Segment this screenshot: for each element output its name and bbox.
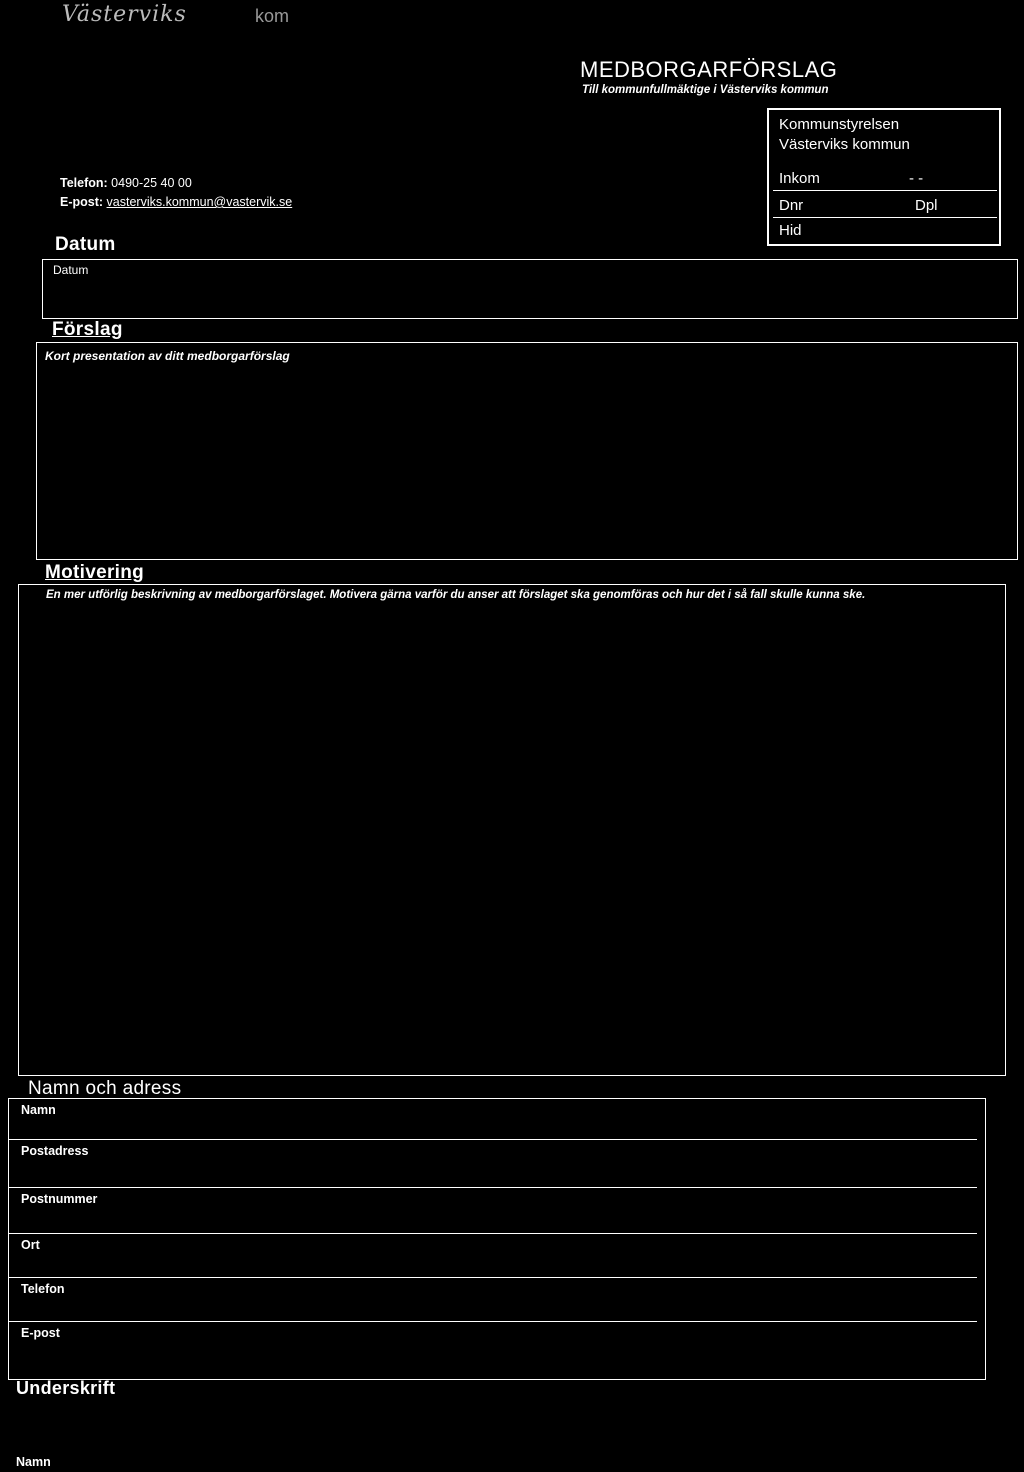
address-field-postnummer[interactable]	[9, 1187, 977, 1233]
address-box	[8, 1098, 986, 1380]
datum-field-label: Datum	[53, 263, 89, 277]
datum-field[interactable]	[42, 259, 1018, 319]
address-field-telefon-label: Telefon	[21, 1282, 65, 1296]
signature-name-label: Namn	[16, 1455, 51, 1469]
forslag-field[interactable]	[36, 342, 1018, 560]
recipient-line-2: Västerviks kommun	[779, 136, 910, 153]
address-heading: Namn och adress	[28, 1078, 182, 1099]
dnr-label: Dnr	[779, 197, 804, 214]
phone-value: 0490-25 40 00	[111, 176, 192, 190]
phone-line	[60, 174, 292, 193]
address-field-epost-label: E-post	[21, 1326, 60, 1340]
inkom-label: Inkom	[779, 170, 820, 187]
address-field-ort-label: Ort	[21, 1238, 40, 1252]
dpl-label: Dpl	[915, 197, 938, 214]
hid-label: Hid	[779, 222, 802, 239]
email-link[interactable]: vasterviks.kommun@vastervik.se	[106, 195, 293, 209]
address-field-telefon[interactable]	[9, 1277, 977, 1321]
motivering-field-label: En mer utförlig beskrivning av medborgarförslaget. Motivera gärna varför du anser att förslaget ska genomföras och hur det i så fall skulle kunna ske.	[46, 589, 866, 601]
address-field-epost[interactable]	[9, 1321, 977, 1379]
contact-info	[60, 174, 292, 212]
address-field-postadress-label: Postadress	[21, 1144, 89, 1158]
datum-heading: Datum	[55, 234, 116, 255]
forslag-heading: Förslag	[52, 319, 123, 340]
address-field-postadress[interactable]	[9, 1139, 977, 1187]
email-line	[60, 193, 292, 212]
address-field-ort[interactable]	[9, 1233, 977, 1277]
inkom-date-marks: - -	[909, 170, 924, 187]
form-title: MEDBORGARFÖRSLAG	[580, 57, 838, 82]
logo-suffix: kom	[255, 6, 290, 26]
address-field-name-label: Namn	[21, 1103, 56, 1117]
phone-label: Telefon:	[60, 176, 108, 190]
motivering-heading: Motivering	[45, 562, 145, 583]
logo: Västerviks	[62, 2, 187, 27]
motivering-field[interactable]	[18, 584, 1006, 1076]
recipient-line-1: Kommunstyrelsen	[779, 116, 900, 133]
signature-heading: Underskrift	[16, 1378, 116, 1398]
forslag-field-label: Kort presentation av ditt medborgarförslag	[45, 349, 290, 363]
inkom-underline	[773, 190, 997, 191]
address-field-postnummer-label: Postnummer	[21, 1192, 98, 1206]
form-subtitle: Till kommunfullmäktige i Västerviks kommun	[582, 84, 829, 96]
email-label: E-post:	[60, 195, 104, 209]
dnr-underline	[773, 217, 997, 218]
registration-box	[767, 108, 1001, 246]
